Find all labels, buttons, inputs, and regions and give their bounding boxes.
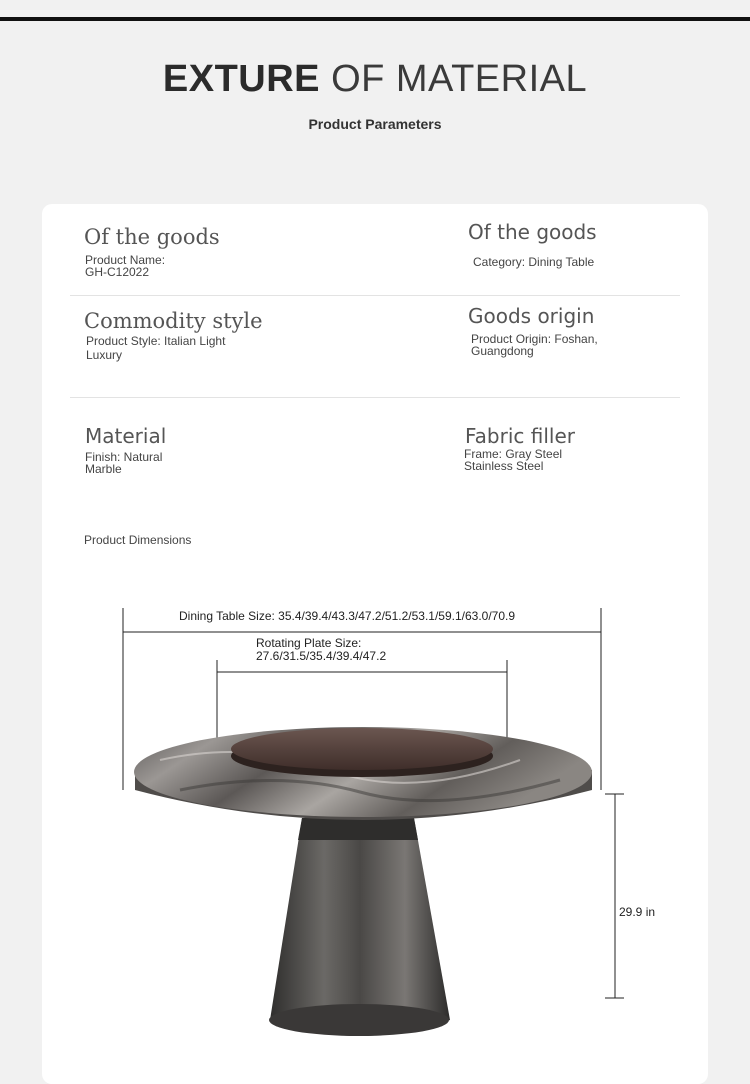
param-heading-style: Commodity style <box>84 309 263 333</box>
param-heading-goods-category: Of the goods <box>468 220 597 244</box>
table-size-label: Dining Table Size: 35.4/39.4/43.3/47.2/51.2/53.1/59.1/63.0/70.9 <box>179 609 516 623</box>
param-value-material: Finish: Natural Marble <box>85 450 163 476</box>
param-heading-origin: Goods origin <box>468 304 595 328</box>
rotating-plate <box>231 728 493 770</box>
title-bold: EXTURE <box>162 58 321 100</box>
table-base-bottom <box>269 1004 449 1036</box>
param-heading-filler: Fabric filler <box>465 424 575 448</box>
table-base-collar <box>298 818 418 840</box>
param-value-filler: Frame: Gray Steel Stainless Steel <box>464 447 563 473</box>
title-rest: OF MATERIAL <box>320 58 588 100</box>
param-value-style: Product Style: Italian Light Luxury <box>86 334 226 362</box>
param-heading-goods-name: Of the goods <box>84 225 220 249</box>
param-value-origin: Product Origin: Foshan, Guangdong <box>471 332 598 358</box>
param-heading-material: Material <box>85 424 167 448</box>
height-label: 29.9 in <box>619 905 656 919</box>
page-subtitle: Product Parameters <box>308 116 442 132</box>
param-value-goods-name: Product Name: GH-C12022 <box>85 253 166 279</box>
plate-size-label: Rotating Plate Size: <box>256 636 362 650</box>
param-value-goods-category: Category: Dining Table <box>473 255 595 269</box>
dimensions-title: Product Dimensions <box>84 533 192 547</box>
table-base <box>270 818 450 1036</box>
plate-size-values: 27.6/31.5/35.4/39.4/47.2 <box>256 649 387 663</box>
